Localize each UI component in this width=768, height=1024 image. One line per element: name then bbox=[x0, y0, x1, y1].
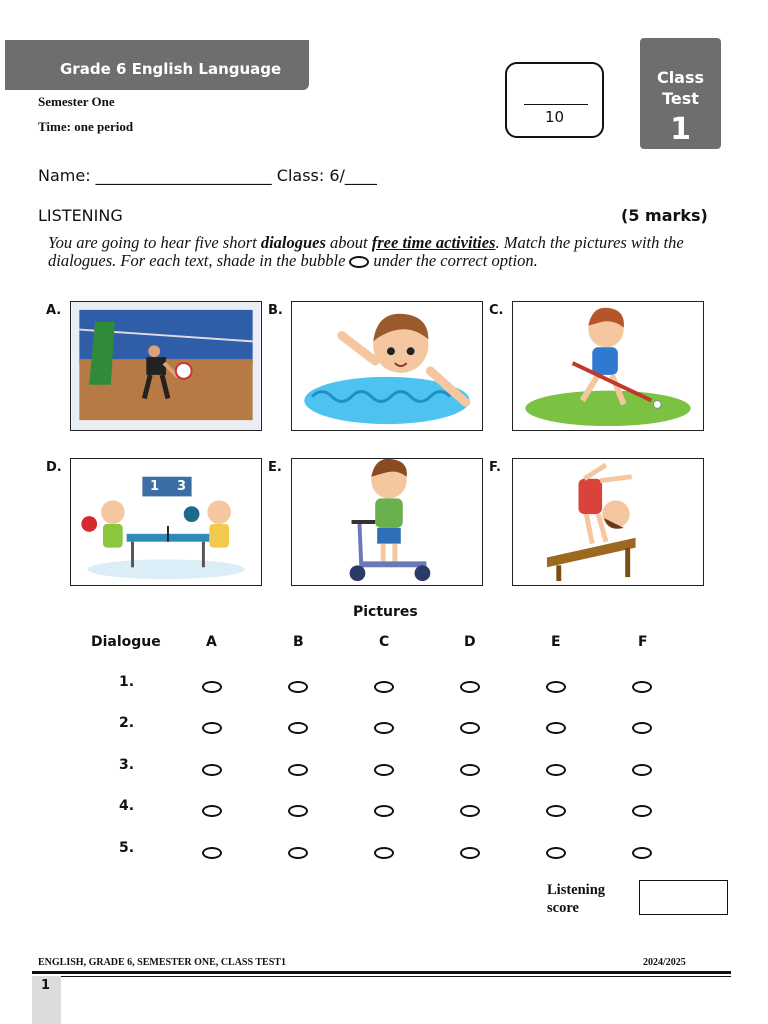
name-field[interactable]: Name: ______________________ bbox=[38, 166, 272, 185]
answer-bubble-1-e[interactable] bbox=[546, 681, 566, 693]
section-title: LISTENING bbox=[38, 206, 123, 225]
badge-line1: Class bbox=[656, 68, 705, 87]
hockey-icon bbox=[512, 301, 704, 431]
picture-letter-e: E. bbox=[268, 460, 282, 475]
dialogue-row-2: 2. bbox=[119, 715, 135, 731]
footer-rule bbox=[32, 971, 731, 974]
section-marks: (5 marks) bbox=[621, 206, 708, 225]
column-header-a: A bbox=[206, 634, 217, 650]
footer-right: 2024/2025 bbox=[643, 957, 686, 968]
answer-bubble-2-b[interactable] bbox=[288, 722, 308, 734]
listening-score-label bbox=[547, 881, 605, 917]
answer-bubble-3-d[interactable] bbox=[460, 764, 480, 776]
table-tennis-icon bbox=[70, 458, 262, 586]
answer-bubble-2-f[interactable] bbox=[632, 722, 652, 734]
answer-bubble-5-b[interactable] bbox=[288, 847, 308, 859]
column-header-c: C bbox=[379, 634, 390, 650]
listening-score-box[interactable] bbox=[639, 880, 728, 915]
picture-letter-d: D. bbox=[46, 460, 62, 475]
column-header-d: D bbox=[464, 634, 476, 650]
answer-bubble-2-a[interactable] bbox=[202, 722, 222, 734]
bubble-icon bbox=[349, 256, 369, 268]
gymnastics-icon bbox=[512, 458, 704, 586]
test-title: Grade 6 English Language bbox=[60, 60, 282, 78]
picture-letter-c: C. bbox=[489, 303, 504, 318]
picture-letter-b: B. bbox=[268, 303, 283, 318]
volleyball-icon bbox=[70, 301, 262, 431]
score-blank bbox=[524, 104, 588, 105]
pictures-label: Pictures bbox=[353, 604, 418, 620]
answer-bubble-1-f[interactable] bbox=[632, 681, 652, 693]
instructions-bold-dialogues: dialogues bbox=[260, 233, 326, 252]
answer-bubble-3-c[interactable] bbox=[374, 764, 394, 776]
dialogue-row-3: 3. bbox=[119, 757, 135, 773]
answer-bubble-4-c[interactable] bbox=[374, 805, 394, 817]
footer-left: ENGLISH, GRADE 6, SEMESTER ONE, CLASS TEST1 bbox=[38, 957, 286, 968]
answer-bubble-2-c[interactable] bbox=[374, 722, 394, 734]
answer-bubble-4-f[interactable] bbox=[632, 805, 652, 817]
answer-bubble-1-c[interactable] bbox=[374, 681, 394, 693]
column-header-e: E bbox=[551, 634, 561, 650]
answer-bubble-4-e[interactable] bbox=[546, 805, 566, 817]
instructions-text-2: about bbox=[325, 233, 372, 252]
answer-bubble-3-f[interactable] bbox=[632, 764, 652, 776]
instructions-text-4: under the correct option. bbox=[373, 251, 538, 270]
swimming-icon bbox=[291, 301, 483, 431]
score-total: 10 bbox=[544, 108, 565, 126]
answer-bubble-1-a[interactable] bbox=[202, 681, 222, 693]
dialogue-header: Dialogue bbox=[91, 634, 161, 650]
instructions bbox=[48, 234, 718, 270]
answer-bubble-4-b[interactable] bbox=[288, 805, 308, 817]
answer-bubble-5-c[interactable] bbox=[374, 847, 394, 859]
dialogue-row-4: 4. bbox=[119, 798, 135, 814]
answer-bubble-5-a[interactable] bbox=[202, 847, 222, 859]
answer-bubble-1-b[interactable] bbox=[288, 681, 308, 693]
class-field[interactable]: Class: 6/____ bbox=[276, 166, 377, 185]
instructions-text-3: . Match the pictures with the dialogues. For each text, shade in the bubble bbox=[48, 233, 684, 270]
score-box[interactable] bbox=[505, 62, 604, 138]
answer-bubble-5-d[interactable] bbox=[460, 847, 480, 859]
instructions-bold-activities: free time activities bbox=[371, 233, 496, 252]
listening-score-line1: Listening bbox=[547, 882, 606, 898]
answer-bubble-4-d[interactable] bbox=[460, 805, 480, 817]
dialogue-row-5: 5. bbox=[119, 840, 135, 856]
class-test-badge bbox=[640, 38, 721, 149]
answer-bubble-2-d[interactable] bbox=[460, 722, 480, 734]
dialogue-row-1: 1. bbox=[119, 674, 135, 690]
answer-bubble-2-e[interactable] bbox=[546, 722, 566, 734]
footer-rule-thin bbox=[32, 976, 731, 977]
answer-bubble-1-d[interactable] bbox=[460, 681, 480, 693]
semester-label: Semester One bbox=[38, 94, 115, 109]
badge-number: 1 bbox=[670, 112, 691, 147]
scoreboard-right: 3 bbox=[177, 479, 187, 494]
answer-bubble-3-e[interactable] bbox=[546, 764, 566, 776]
listening-score-line2: score bbox=[547, 900, 579, 916]
instructions-text-1: You are going to hear five short bbox=[48, 233, 261, 252]
answer-bubble-4-a[interactable] bbox=[202, 805, 222, 817]
column-header-f: F bbox=[638, 634, 648, 650]
title-banner bbox=[5, 40, 309, 90]
page-number: 1 bbox=[41, 978, 51, 993]
answer-bubble-3-b[interactable] bbox=[288, 764, 308, 776]
column-header-b: B bbox=[293, 634, 304, 650]
scoreboard-left: 1 bbox=[150, 479, 160, 494]
picture-letter-f: F. bbox=[489, 460, 501, 475]
picture-letter-a: A. bbox=[46, 303, 62, 318]
answer-bubble-5-f[interactable] bbox=[632, 847, 652, 859]
answer-bubble-3-a[interactable] bbox=[202, 764, 222, 776]
answer-bubble-5-e[interactable] bbox=[546, 847, 566, 859]
name-class-row bbox=[38, 166, 377, 185]
time-label: Time: one period bbox=[38, 119, 134, 134]
badge-line2: Test bbox=[662, 89, 699, 108]
scooter-icon bbox=[291, 458, 483, 586]
